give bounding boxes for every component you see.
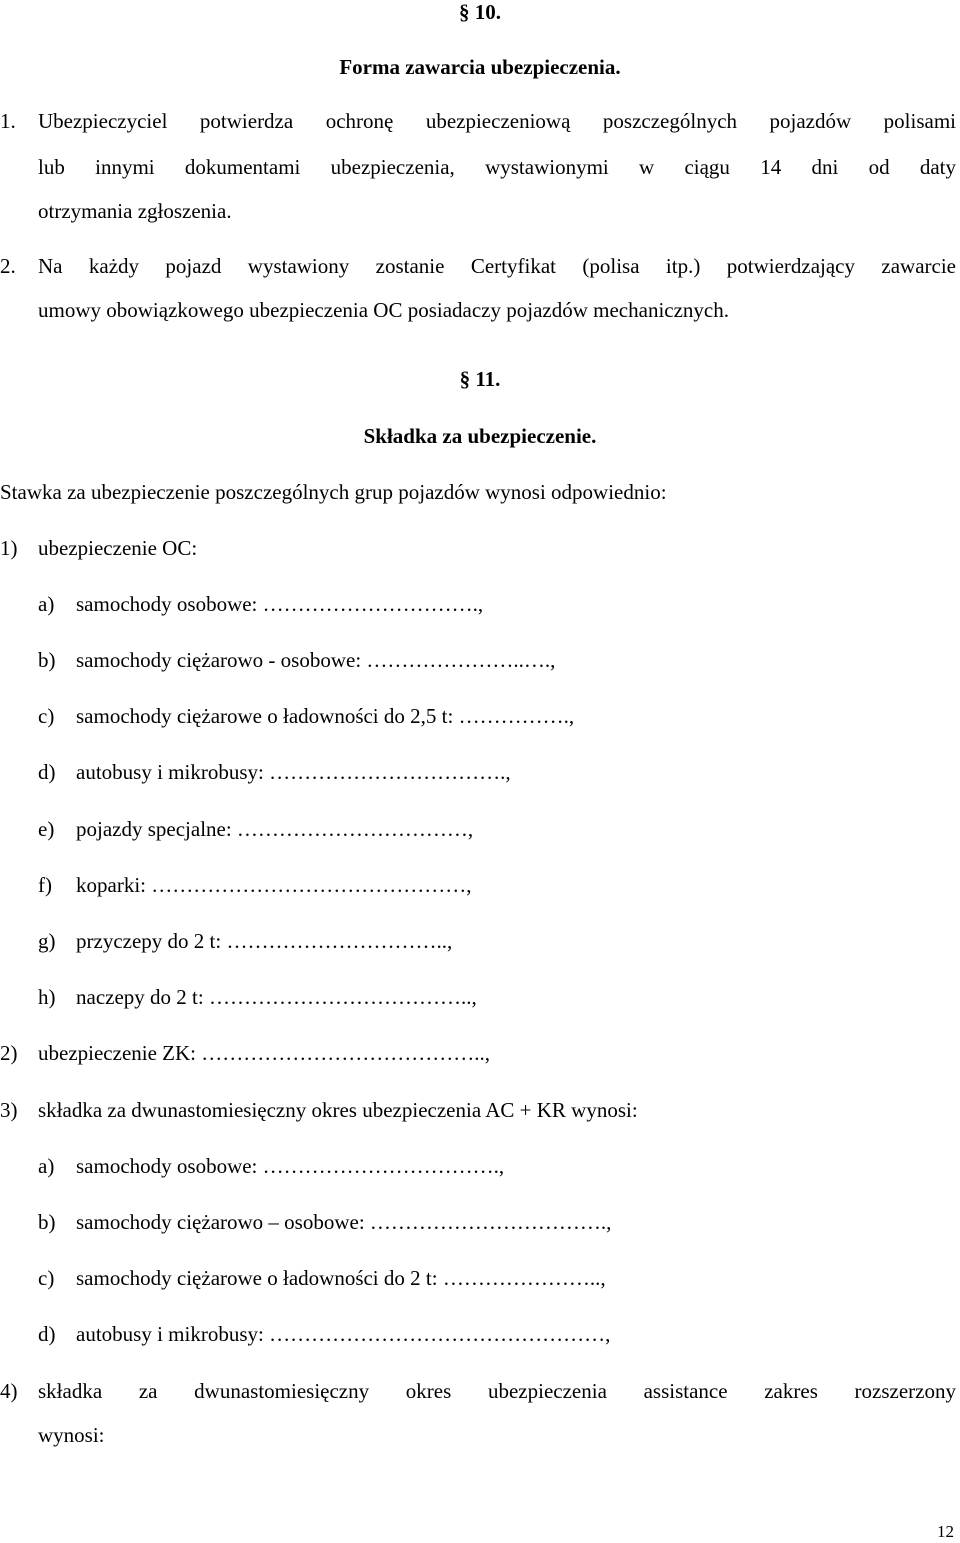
oc-item-c <box>38 704 918 734</box>
ac-item-a <box>38 1154 918 1184</box>
paragraph-line: umowy obowiązkowego ubezpieczenia OC posiadaczy pojazdów mechanicznych. <box>38 298 729 322</box>
section-10-number: § 10. <box>459 0 501 24</box>
ac-item-b <box>38 1210 918 1240</box>
section-10-title: Forma zawarcia ubezpieczenia. <box>339 55 621 79</box>
section-11-number: § 11. <box>459 367 501 391</box>
list-text: pojazdy specjalne: ……………………………, <box>76 817 474 841</box>
list-text: koparki: ………………………………………, <box>76 873 472 897</box>
list-text: samochody osobowe: ……………………………., <box>76 1154 505 1178</box>
list-marker: d) <box>38 760 56 784</box>
list-marker: 4) <box>0 1379 18 1403</box>
list-marker: e) <box>38 817 55 841</box>
oc-item-g <box>38 929 918 959</box>
paragraph-line: otrzymania zgłoszenia. <box>38 199 232 223</box>
oc-item-h <box>38 985 918 1015</box>
oc-item-d <box>38 760 918 790</box>
oc-item-b <box>38 648 918 678</box>
paragraph-line: Na każdy pojazd wystawiony zostanie Certyfikat (polisa itp.) potwierdzający zawarcie <box>38 254 956 278</box>
section-11-title: Składka za ubezpieczenie. <box>363 424 597 448</box>
list-marker: a) <box>38 1154 55 1178</box>
list-marker: f) <box>38 873 52 897</box>
list-text: przyczepy do 2 t: ………………………….., <box>76 929 453 953</box>
paragraph-line: lub innymi dokumentami ubezpieczenia, wystawionymi w ciągu 14 dni od daty <box>38 155 956 179</box>
list-label: składka za dwunastomiesięczny okres ubezpieczenia assistance zakres rozszerzony <box>38 1379 956 1403</box>
page-number: 12 <box>937 1522 954 1541</box>
list-marker: 3) <box>0 1098 18 1122</box>
oc-item-e <box>38 817 918 847</box>
list-text: autobusy i mikrobusy: …………………………………………, <box>76 1322 611 1346</box>
list-marker: b) <box>38 1210 56 1234</box>
list-marker: a) <box>38 592 55 616</box>
list-label: wynosi: <box>38 1423 105 1447</box>
list-label: ubezpieczenie OC: <box>38 536 198 560</box>
oc-item-a <box>38 592 918 622</box>
list-text: samochody ciężarowo – osobowe: ……………………………., <box>76 1210 612 1234</box>
list-item-oc <box>0 536 900 566</box>
list-text: autobusy i mikrobusy: ……………………………., <box>76 760 511 784</box>
rates-intro: Stawka za ubezpieczenie poszczególnych grup pojazdów wynosi odpowiednio: <box>0 480 667 504</box>
ac-item-c <box>38 1266 918 1296</box>
list-label: składka za dwunastomiesięczny okres ubezpieczenia AC + KR wynosi: <box>38 1098 638 1122</box>
list-marker: g) <box>38 929 56 953</box>
list-marker: d) <box>38 1322 56 1346</box>
list-item-ac <box>0 1098 940 1128</box>
list-item-zk <box>0 1041 900 1071</box>
list-marker: h) <box>38 985 56 1009</box>
list-text: samochody osobowe: …………………………., <box>76 592 484 616</box>
list-text: samochody ciężarowe o ładowności do 2,5 t: ……………., <box>76 704 575 728</box>
list-marker: 2) <box>0 1041 18 1065</box>
paragraph-number: 1. <box>0 109 16 133</box>
oc-item-f <box>38 873 918 903</box>
paragraph-number: 2. <box>0 254 16 278</box>
list-marker: c) <box>38 704 55 728</box>
list-marker: b) <box>38 648 56 672</box>
list-text: samochody ciężarowo - osobowe: …………………..…., <box>76 648 556 672</box>
list-text: naczepy do 2 t: ……………………………….., <box>76 985 477 1009</box>
list-label: ubezpieczenie ZK: ………………………………….., <box>38 1041 490 1065</box>
list-text: samochody ciężarowe o ładowności do 2 t: ………………….., <box>76 1266 606 1290</box>
list-marker: 1) <box>0 536 18 560</box>
ac-item-d <box>38 1322 918 1352</box>
list-marker: c) <box>38 1266 55 1290</box>
paragraph-line: Ubezpieczyciel potwierdza ochronę ubezpieczeniową poszczególnych pojazdów polisami <box>38 109 956 133</box>
